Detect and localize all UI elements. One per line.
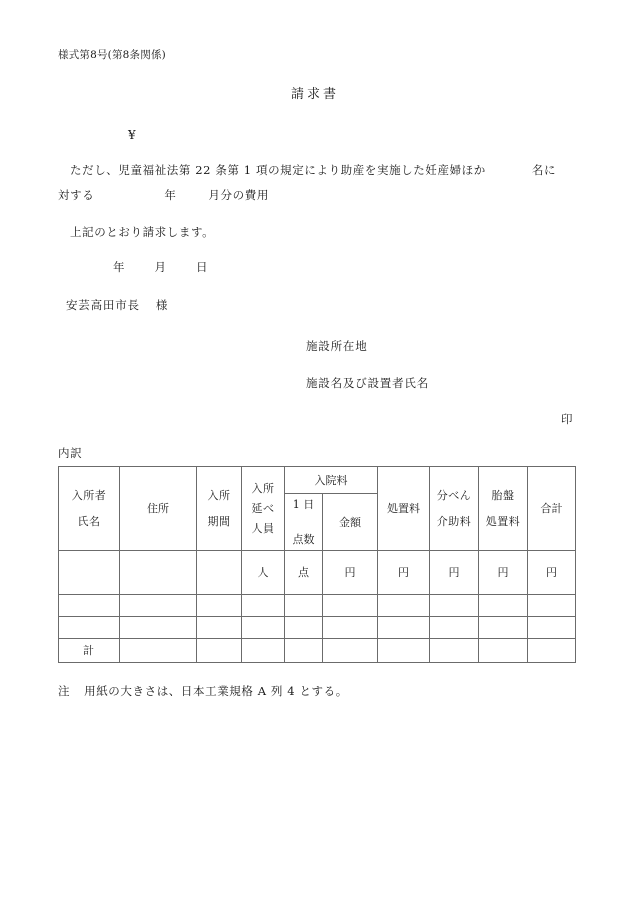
cell-address[interactable] bbox=[120, 617, 197, 639]
header-points-per-day-line-1: 1 日 bbox=[292, 498, 315, 511]
cell-points[interactable] bbox=[285, 617, 323, 639]
cell-total[interactable] bbox=[528, 595, 576, 617]
header-amount: 金額 bbox=[323, 494, 378, 551]
header-delivery-assist-line-2: 介助料 bbox=[436, 515, 472, 529]
cell-stay-period[interactable] bbox=[197, 595, 242, 617]
cell-placenta[interactable] bbox=[479, 595, 528, 617]
cell-resident-name[interactable] bbox=[59, 617, 120, 639]
header-total-persons-line-2: 延べ bbox=[251, 502, 275, 515]
cell-address[interactable] bbox=[120, 595, 197, 617]
header-total-persons-line-3: 人員 bbox=[251, 522, 275, 535]
form-number: 様式第8号(第8条関係) bbox=[58, 49, 166, 61]
addressee-honorific: 様 bbox=[155, 298, 169, 312]
cell-total-stay-period[interactable] bbox=[197, 639, 242, 663]
header-total-persons-line-1: 入所 bbox=[251, 482, 275, 495]
facility-address-label: 施設所在地 bbox=[306, 339, 368, 353]
breakdown-table bbox=[58, 466, 576, 663]
cell-treatment[interactable] bbox=[378, 617, 430, 639]
cell-delivery-unit[interactable]: 円 bbox=[430, 551, 479, 595]
cell-total-delivery[interactable] bbox=[430, 639, 479, 663]
table-header-row-1 bbox=[59, 467, 576, 494]
header-placenta-line-1: 胎盤 bbox=[491, 488, 515, 502]
header-stay-period-line-2: 期間 bbox=[207, 515, 231, 529]
body-clause-suffix: 名に bbox=[531, 163, 557, 177]
seal-mark: 印 bbox=[561, 412, 573, 426]
note-text: 用紙の大きさは、日本工業規格 A 列 4 とする。 bbox=[84, 684, 348, 698]
cell-address[interactable] bbox=[120, 551, 197, 595]
cell-total-address[interactable] bbox=[120, 639, 197, 663]
header-resident-name bbox=[59, 467, 120, 551]
note-marker: 注 bbox=[58, 684, 71, 698]
cell-total-persons[interactable] bbox=[242, 595, 285, 617]
cell-points-unit[interactable]: 点 bbox=[285, 551, 323, 595]
header-placenta-line-2: 処置料 bbox=[485, 515, 521, 529]
body-paragraph-line-1 bbox=[70, 165, 556, 177]
date-year-label: 年 bbox=[113, 260, 125, 274]
header-resident-name-line-1: 入所者 bbox=[71, 488, 107, 502]
header-total-persons bbox=[242, 467, 285, 551]
table-row[interactable] bbox=[59, 551, 576, 595]
cell-total[interactable] bbox=[528, 617, 576, 639]
header-points-per-day-line-2: 点数 bbox=[292, 533, 315, 546]
body-clause-taisuru: 対する bbox=[58, 188, 95, 202]
cell-amount[interactable] bbox=[323, 595, 378, 617]
header-stay-period-line-1: 入所 bbox=[207, 488, 231, 502]
body-paragraph-line-2 bbox=[58, 190, 269, 202]
cell-total-amount[interactable] bbox=[323, 639, 378, 663]
cell-total-unit[interactable]: 円 bbox=[528, 551, 576, 595]
cell-placenta-unit[interactable]: 円 bbox=[479, 551, 528, 595]
header-resident-name-line-2: 氏名 bbox=[77, 515, 101, 529]
date-entry-line bbox=[113, 262, 208, 274]
breakdown-label: 内訳 bbox=[58, 446, 83, 460]
cell-total-sum[interactable] bbox=[528, 639, 576, 663]
header-total: 合計 bbox=[528, 467, 576, 551]
total-row-label: 計 bbox=[59, 639, 120, 663]
table-row[interactable] bbox=[59, 595, 576, 617]
addressee-name: 安芸高田市長 bbox=[66, 298, 140, 312]
header-points-per-day bbox=[285, 494, 323, 551]
addressee-line bbox=[66, 300, 168, 312]
cell-delivery[interactable] bbox=[430, 617, 479, 639]
cell-delivery[interactable] bbox=[430, 595, 479, 617]
cell-treatment-unit[interactable]: 円 bbox=[378, 551, 430, 595]
facility-name-label: 施設名及び設置者氏名 bbox=[306, 376, 429, 390]
cell-resident-name[interactable] bbox=[59, 551, 120, 595]
page-title: 請求書 bbox=[290, 87, 339, 102]
cell-amount[interactable] bbox=[323, 617, 378, 639]
cell-amount-unit[interactable]: 円 bbox=[323, 551, 378, 595]
cell-total-persons[interactable] bbox=[242, 639, 285, 663]
header-delivery-assist-fee bbox=[430, 467, 479, 551]
table-total-row[interactable] bbox=[59, 639, 576, 663]
body-clause-month-cost: 月分の費用 bbox=[208, 188, 269, 202]
cell-total-placenta[interactable] bbox=[479, 639, 528, 663]
header-delivery-assist-line-1: 分べん bbox=[436, 488, 472, 502]
footer-note bbox=[58, 686, 348, 698]
cell-total-points[interactable] bbox=[285, 639, 323, 663]
cell-stay-period[interactable] bbox=[197, 551, 242, 595]
header-hospitalization-fee: 入院料 bbox=[285, 467, 378, 494]
cell-treatment[interactable] bbox=[378, 595, 430, 617]
cell-resident-name[interactable] bbox=[59, 595, 120, 617]
body-clause-text: ただし、児童福祉法第 22 条第 1 項の規定により助産を実施した妊産婦ほか bbox=[70, 163, 486, 177]
header-placenta-fee bbox=[479, 467, 528, 551]
date-month-label: 月 bbox=[154, 260, 166, 274]
header-treatment-fee: 処置料 bbox=[378, 467, 430, 551]
header-stay-period bbox=[197, 467, 242, 551]
amount-symbol: ¥ bbox=[128, 128, 136, 142]
date-day-label: 日 bbox=[196, 260, 208, 274]
header-address: 住所 bbox=[120, 467, 197, 551]
cell-total-treatment[interactable] bbox=[378, 639, 430, 663]
cell-placenta[interactable] bbox=[479, 617, 528, 639]
cell-stay-period[interactable] bbox=[197, 617, 242, 639]
table-row[interactable] bbox=[59, 617, 576, 639]
cell-points[interactable] bbox=[285, 595, 323, 617]
body-clause-year: 年 bbox=[164, 188, 177, 202]
request-statement: 上記のとおり請求します。 bbox=[70, 225, 215, 239]
cell-total-persons[interactable] bbox=[242, 617, 285, 639]
cell-total-persons-unit[interactable]: 人 bbox=[242, 551, 285, 595]
breakdown-table-wrapper bbox=[58, 466, 575, 663]
